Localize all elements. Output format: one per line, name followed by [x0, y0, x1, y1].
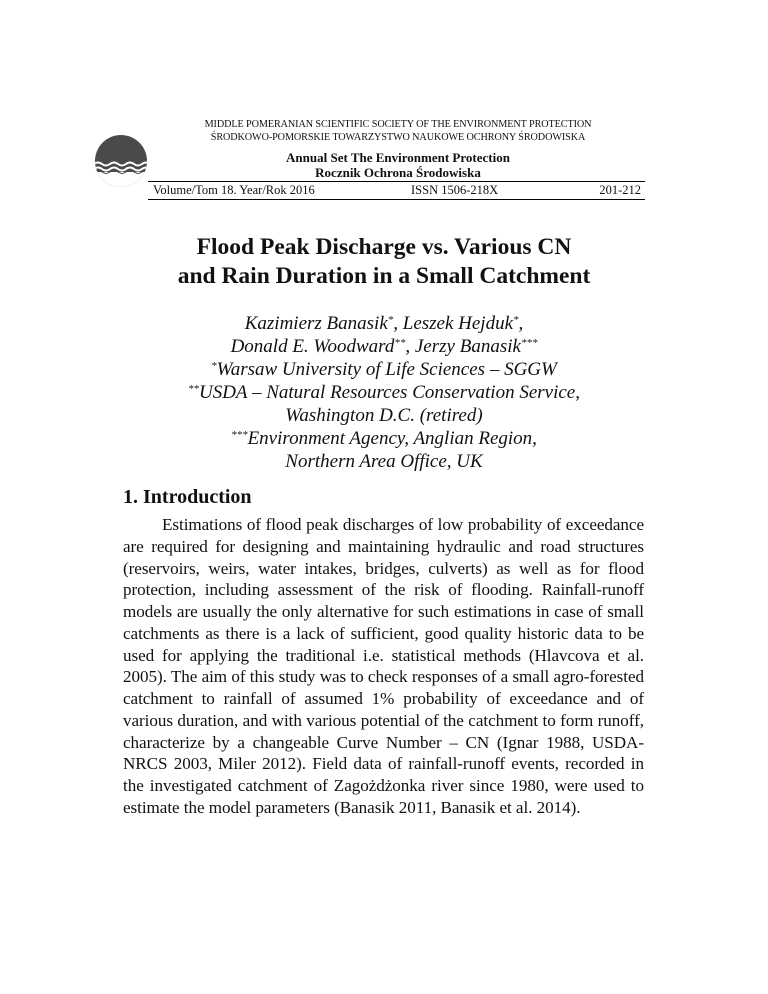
journal-name — [148, 150, 648, 180]
volume-year: Volume/Tom 18. Year/Rok 2016 — [153, 183, 315, 197]
affiliation-2-text: USDA – Natural Resources Conservation Service, — [198, 382, 580, 403]
author-1: Kazimierz Banasik — [244, 313, 388, 334]
page-range: 201-212 — [599, 183, 641, 197]
author-4-mark: *** — [520, 336, 538, 349]
issn: ISSN 1506-218X — [411, 183, 499, 197]
author-3-mark: ** — [394, 336, 406, 349]
journal-name-en: Annual Set The Environment Protection — [286, 150, 510, 165]
author-separator: , — [393, 313, 403, 334]
author-2: Leszek Hejduk — [402, 313, 514, 334]
title-line-2: and Rain Duration in a Small Catchment — [177, 263, 591, 289]
society-logo-icon — [94, 134, 148, 188]
society-name-pl: ŚRODKOWO-POMORSKIE TOWARZYSTWO NAUKOWE OCHRONY ŚRODOWISKA — [210, 131, 586, 143]
society-name-en: MIDDLE POMERANIAN SCIENTIFIC SOCIETY OF THE ENVIRONMENT PROTECTION — [204, 119, 592, 130]
header-rule-bottom — [148, 199, 645, 200]
authors-line-2 — [100, 335, 668, 358]
author-1-mark: * — [387, 313, 394, 326]
affiliation-2-mark: ** — [187, 382, 199, 395]
affiliation-1 — [100, 358, 668, 381]
affiliation-3 — [100, 427, 668, 450]
affiliation-3-mark: *** — [231, 428, 248, 441]
header-rule-top — [148, 181, 645, 182]
author-3: Donald E. Woodward — [230, 336, 395, 357]
title-line-1: Flood Peak Discharge vs. Various CN — [196, 234, 572, 260]
affiliation-3-line-2: Northern Area Office, UK — [285, 451, 483, 472]
author-2-mark: * — [513, 313, 519, 326]
authors-block — [100, 312, 668, 473]
section-heading: 1. Introduction — [123, 486, 252, 508]
author-4: Jerzy Banasik — [414, 336, 521, 357]
society-name — [148, 119, 648, 144]
affiliation-1-mark: * — [211, 359, 217, 372]
journal-name-pl: Rocznik Ochrona Środowiska — [315, 165, 481, 180]
author-separator: , — [405, 336, 415, 357]
affiliation-2-line-2: Washington D.C. (retired) — [285, 405, 483, 426]
author-separator: , — [518, 313, 524, 334]
authors-line-1 — [100, 312, 668, 335]
paper-title — [100, 233, 668, 291]
introduction-paragraph: Estimations of flood peak discharges of low probability of exceedance are required for designing and maintaining hydraulic and road structures (reservoirs, weirs, water intakes, bridges, culverts) as well as for flood protection, including assessment of the risk of flooding. Rainfall-runoff models are usually the only alternative for such estimations in case of small catchments as there is a lack of sufficient, good quality historic data to be used for applying the traditional i.e. statistical methods (Hlavcova et al. 2005). The aim of this study was to check responses of a small agro-forested catchment to rainfall of assumed 1% probability of exceedance and of various duration, and with various potential of the catchment to form runoff, characterize by a changeable Curve Number – CN (Ignar 1988, USDA-NRCS 2003, Miler 2012). Field data of rainfall-runoff events, recorded in the investigated catchment of Zagożdżonka river since 1980, were used to estimate the model parameters (Banasik 2011, Banasik et al. 2014). — [123, 515, 644, 817]
affiliation-2 — [100, 381, 668, 404]
affiliation-3-text: Environment Agency, Anglian Region, — [247, 428, 537, 449]
volume-info-row — [153, 183, 641, 198]
affiliation-1-text: Warsaw University of Life Sciences – SGGW — [216, 359, 557, 380]
